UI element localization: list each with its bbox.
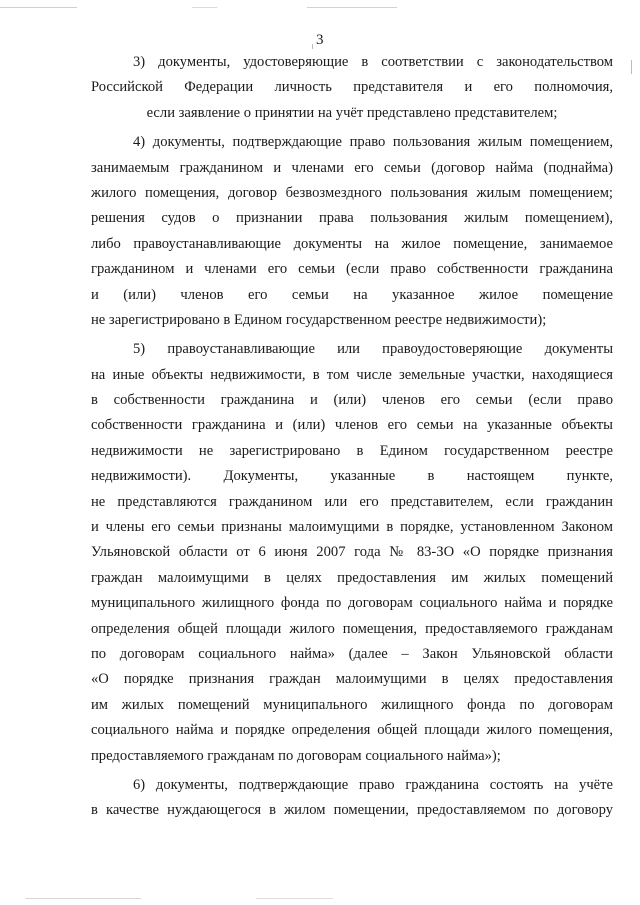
page-number: 3 (316, 32, 324, 48)
text-line: им жилых помещений муниципального жилищного фонда по договорам (91, 696, 613, 713)
paragraph-item-4 (91, 130, 613, 333)
text-line: недвижимости не зарегистрировано в Едином государственном реестре (91, 442, 613, 459)
text-line: предоставляемого гражданам по договорам социального найма»); (91, 747, 501, 764)
text-line: муниципального жилищного фонда по договорам социального найма и порядке (91, 595, 613, 612)
paragraph-item-6 (91, 773, 613, 824)
text-line: жилого помещения, договор безвозмездного пользования жилым помещением; (91, 184, 613, 201)
text-line: 4) документы, подтверждающие право пользования жилым помещением, (133, 134, 613, 151)
text-line: социального найма и порядке определения общей площади жилого помещения, (91, 722, 613, 739)
text-line: решения судов о признании права пользования жилым помещением), (91, 210, 613, 227)
text-line: не представляются гражданином или его представителем, если гражданин (91, 493, 613, 510)
text-line: если заявление о принятии на учёт представлено представителем; (146, 104, 558, 121)
text-line: гражданином и членами его семьи (если право собственности гражданина (91, 261, 613, 278)
paragraph-item-5 (91, 337, 613, 769)
text-line: 3) документы, удостоверяющие в соответствии с законодательством (133, 54, 613, 70)
text-line: 5) правоустанавливающие или правоудостоверяющие документы (133, 341, 613, 358)
text-line: граждан малоимущими в целях предоставления им жилых помещений (91, 569, 613, 586)
paragraph-item-3 (91, 50, 613, 126)
scan-artifact-tick (631, 60, 632, 74)
text-line: Ульяновской области от 6 июня 2007 года № 83-ЗО «О порядке признания (91, 544, 613, 561)
text-line: 6) документы, подтверждающие право гражданина состоять на учёте (133, 776, 613, 793)
text-line: «О порядке признания граждан малоимущими в целях предоставления (91, 671, 613, 688)
text-line: либо правоустанавливающие документы на жилое помещение, занимаемое (91, 235, 613, 252)
text-line: по договорам социального найма» (далее – Закон Ульяновской области (91, 645, 613, 662)
text-line: не зарегистрировано в Едином государственном реестре недвижимости); (91, 311, 547, 328)
text-line: определения общей площади жилого помещения, предоставляемого гражданам (91, 620, 613, 637)
text-line: и (или) членов его семьи на указанное жилое помещение (91, 286, 613, 303)
text-line: недвижимости). Документы, указанные в настоящем пункте, (91, 468, 613, 485)
scan-artifact-bottom (0, 898, 640, 899)
text-line: собственности гражданина и (или) членов его семьи на указанные объекты (91, 417, 613, 434)
text-line: и члены его семьи признаны малоимущими в порядке, установленном Законом (91, 519, 613, 536)
text-line: в качестве нуждающегося в жилом помещении, предоставляемом по договору (91, 802, 613, 819)
text-line: на иные объекты недвижимости, в том числе земельные участки, находящиеся (91, 366, 613, 383)
scan-artifact-top (0, 7, 640, 8)
text-line: занимаемым гражданином и членами его семьи (договор найма (поднайма) (91, 159, 613, 176)
document-body (91, 50, 613, 824)
text-line: в собственности гражданина и (или) членов его семьи (если право (91, 392, 613, 409)
text-line: Российской Федерации личность представителя и его полномочия, (91, 79, 613, 96)
